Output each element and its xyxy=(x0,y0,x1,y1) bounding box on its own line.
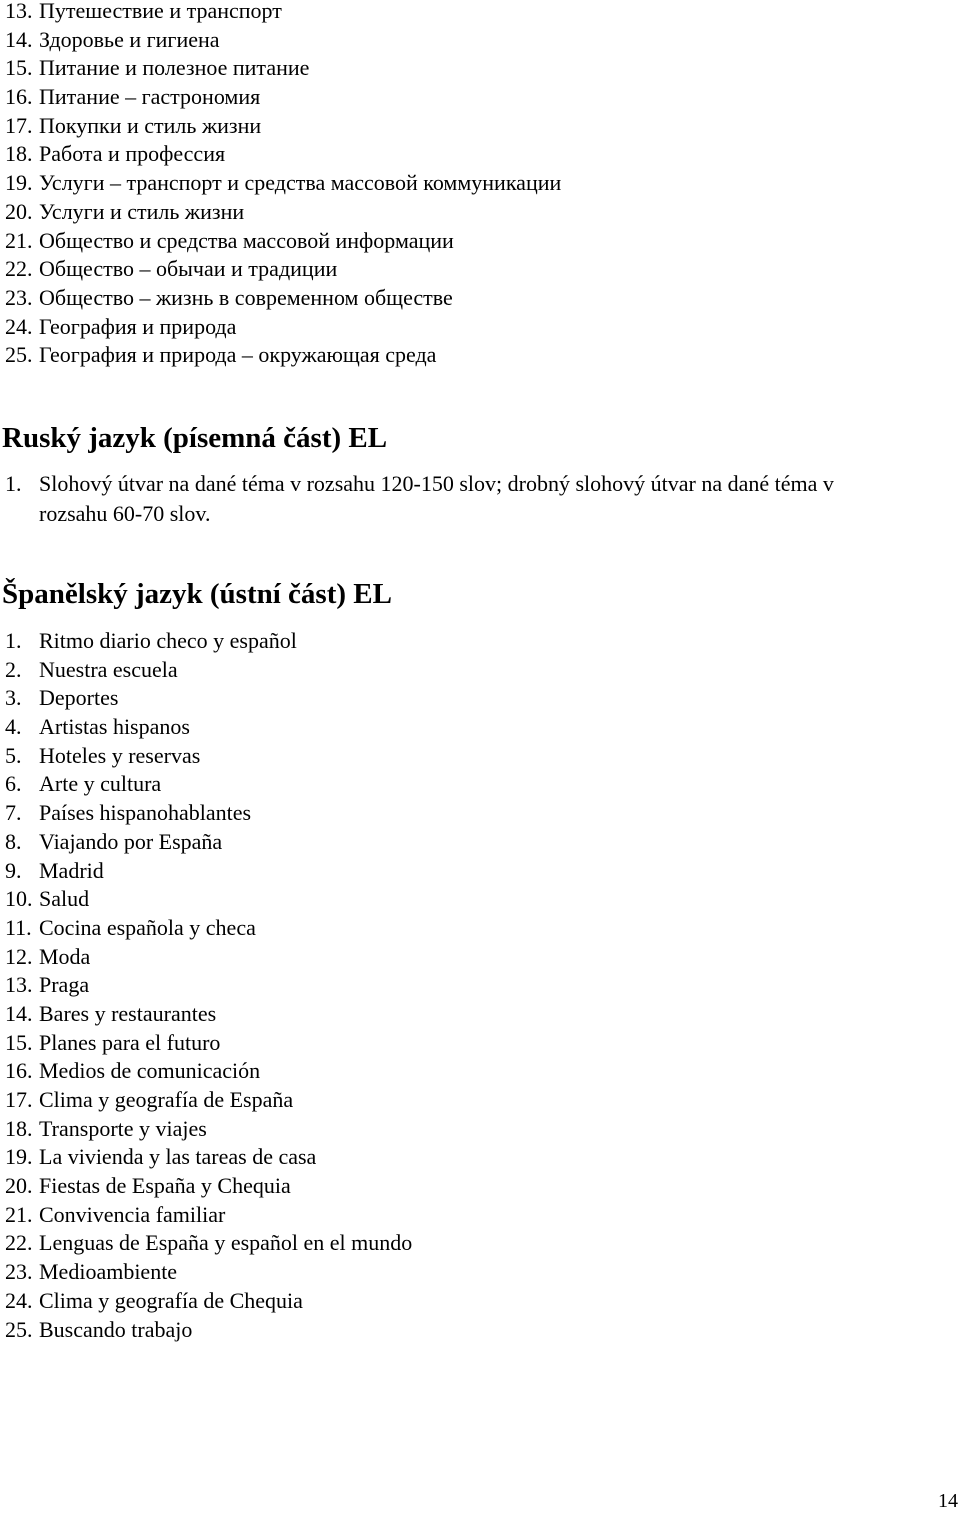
list-item xyxy=(5,627,412,656)
russian-written-heading: Ruský jazyk (písemná část) EL xyxy=(2,422,388,454)
list-item xyxy=(5,828,412,857)
item-number: 19. xyxy=(5,1144,33,1170)
list-item xyxy=(5,1287,412,1316)
page-number: 14 xyxy=(938,1490,958,1512)
item-text: Hoteles y reservas xyxy=(39,742,201,768)
spanish-oral-heading: Španělský jazyk (ústní část) EL xyxy=(2,578,392,610)
list-item xyxy=(5,1172,412,1201)
item-text: Medios de comunicación xyxy=(39,1058,261,1084)
item-text: Países hispanohablantes xyxy=(39,800,252,826)
item-text: Deportes xyxy=(39,685,119,711)
item-line xyxy=(5,469,955,499)
spanish-topics-list xyxy=(5,627,412,1344)
item-text: Общество – жизнь в современном обществе xyxy=(39,284,453,310)
list-item xyxy=(5,284,561,313)
list-item xyxy=(5,1057,412,1086)
item-text: Fiestas de España y Chequia xyxy=(39,1173,291,1199)
item-number: 25. xyxy=(5,342,33,368)
item-text: Praga xyxy=(39,972,90,998)
item-text: Услуги и стиль жизни xyxy=(39,198,245,224)
item-text: Viajando por España xyxy=(39,828,223,854)
item-text: Madrid xyxy=(39,857,104,883)
list-item xyxy=(5,1029,412,1058)
list-item xyxy=(5,1229,412,1258)
item-text: Convivencia familiar xyxy=(39,1201,226,1227)
item-number: 5. xyxy=(5,742,22,768)
item-text: Slohový útvar na dané téma v rozsahu 120-150 slov; drobný slohový útvar na dané téma v xyxy=(39,471,834,496)
item-number: 12. xyxy=(5,943,33,969)
item-number: 20. xyxy=(5,1173,33,1199)
item-text-continued: rozsahu 60-70 slov. xyxy=(39,501,211,526)
list-item xyxy=(5,742,412,771)
list-item xyxy=(5,313,561,342)
item-text: Lenguas de España y español en el mundo xyxy=(39,1230,413,1256)
list-item xyxy=(5,140,561,169)
list-item xyxy=(5,1086,412,1115)
item-text: Путешествие и транспорт xyxy=(39,0,282,23)
item-number: 15. xyxy=(5,1029,33,1055)
item-text: Buscando trabajo xyxy=(39,1316,193,1342)
list-item xyxy=(5,656,412,685)
item-text: Transporte y viajes xyxy=(39,1115,207,1141)
item-number: 17. xyxy=(5,112,33,138)
item-text: Работа и профессия xyxy=(39,141,226,167)
item-number: 4. xyxy=(5,714,22,740)
item-number: 14. xyxy=(5,1000,33,1026)
item-text: Общество – обычаи и традиции xyxy=(39,256,338,282)
item-number: 18. xyxy=(5,141,33,167)
list-item xyxy=(5,1201,412,1230)
list-item xyxy=(5,1000,412,1029)
list-item xyxy=(5,943,412,972)
item-number: 13. xyxy=(5,972,33,998)
russian-topics-list xyxy=(5,0,561,370)
item-number: 16. xyxy=(5,1058,33,1084)
list-item xyxy=(5,971,412,1000)
item-number: 3. xyxy=(5,685,22,711)
item-number: 19. xyxy=(5,170,33,196)
item-text: Общество и средства массовой информации xyxy=(39,227,454,253)
item-number: 23. xyxy=(5,1259,33,1285)
item-number: 17. xyxy=(5,1087,33,1112)
item-number: 15. xyxy=(5,55,33,81)
item-number: 6. xyxy=(5,771,22,797)
item-number: 8. xyxy=(5,828,22,854)
list-item xyxy=(5,0,561,26)
item-text: Питание – гастрономия xyxy=(39,84,261,110)
item-text: Medioambiente xyxy=(39,1259,178,1285)
item-number: 14. xyxy=(5,26,33,52)
item-number: 22. xyxy=(5,256,33,282)
item-number: 1. xyxy=(5,628,22,653)
list-item xyxy=(5,198,561,227)
item-number: 22. xyxy=(5,1230,33,1256)
list-item xyxy=(5,83,561,112)
item-text: Salud xyxy=(39,886,90,912)
list-item xyxy=(5,227,561,256)
item-number: 23. xyxy=(5,284,33,310)
item-number: 13. xyxy=(5,0,33,23)
list-item xyxy=(5,26,561,55)
item-text: Moda xyxy=(39,943,91,969)
item-number: 21. xyxy=(5,1201,33,1227)
item-text: География и природа xyxy=(39,313,237,339)
list-item xyxy=(5,770,412,799)
item-text: Bares y restaurantes xyxy=(39,1000,217,1026)
item-text: Покупки и стиль жизни xyxy=(39,112,262,138)
item-text: Cocina española y checa xyxy=(39,914,256,940)
item-number: 24. xyxy=(5,1287,33,1313)
item-text: Clima y geografía de Chequia xyxy=(39,1287,303,1313)
item-text: Artistas hispanos xyxy=(39,714,190,740)
list-item xyxy=(5,1316,412,1345)
item-number: 21. xyxy=(5,227,33,253)
item-text: Nuestra escuela xyxy=(39,656,178,682)
item-number: 7. xyxy=(5,800,22,826)
list-item xyxy=(5,914,412,943)
list-item xyxy=(5,255,561,284)
item-number: 1. xyxy=(5,471,22,496)
item-text: Arte y cultura xyxy=(39,771,162,797)
item-text: Услуги – транспорт и средства массовой коммуникации xyxy=(39,170,562,196)
item-text: Clima y geografía de España xyxy=(39,1087,294,1112)
list-item xyxy=(5,169,561,198)
list-item xyxy=(5,885,412,914)
item-number: 24. xyxy=(5,313,33,339)
item-number: 9. xyxy=(5,857,22,883)
list-item xyxy=(5,112,561,141)
list-item xyxy=(5,799,412,828)
item-text: Здоровье и гигиена xyxy=(39,26,220,52)
item-number: 10. xyxy=(5,886,33,912)
item-number: 20. xyxy=(5,198,33,224)
list-item xyxy=(5,684,412,713)
list-item xyxy=(5,341,561,370)
item-text: Питание и полезное питание xyxy=(39,55,310,81)
item-number: 11. xyxy=(5,914,32,940)
list-item xyxy=(5,857,412,886)
item-number: 25. xyxy=(5,1316,33,1342)
russian-written-item xyxy=(5,469,955,529)
list-item xyxy=(5,713,412,742)
item-number: 16. xyxy=(5,84,33,110)
item-text: Ritmo diario checo y español xyxy=(39,628,297,653)
list-item xyxy=(5,1143,412,1172)
item-text: La vivienda y las tareas de casa xyxy=(39,1144,317,1170)
item-number: 18. xyxy=(5,1115,33,1141)
list-item xyxy=(5,1115,412,1144)
list-item xyxy=(5,54,561,83)
item-text: Planes para el futuro xyxy=(39,1029,221,1055)
list-item xyxy=(5,1258,412,1287)
item-number: 2. xyxy=(5,656,22,682)
item-text: География и природа – окружающая среда xyxy=(39,342,437,368)
